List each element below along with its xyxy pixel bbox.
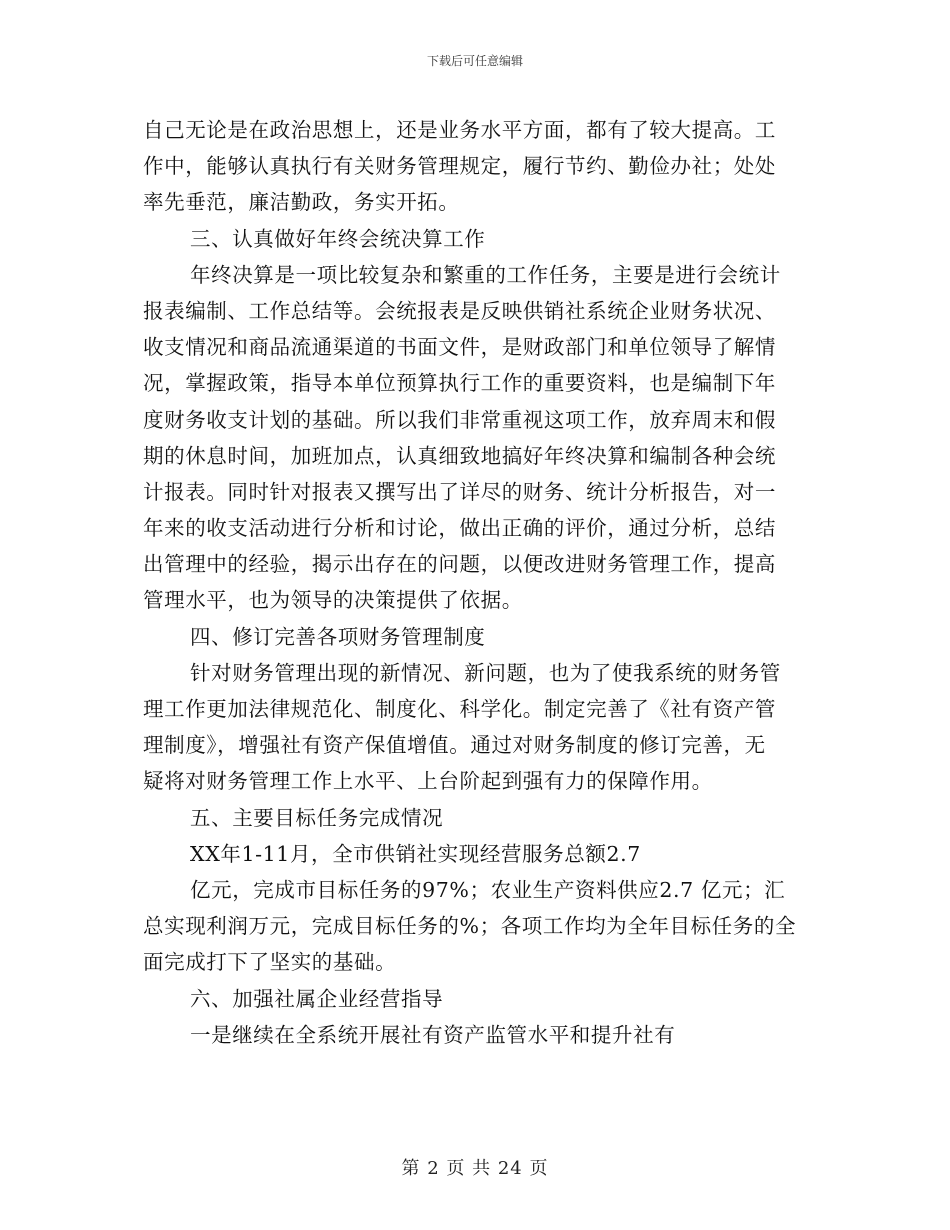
text-line: 度财务收支计划的基础。所以我们非常重视这项工作，放弃周末和假 — [143, 407, 776, 432]
text-line: 总实现利润万元，完成目标任务的%；各项工作均为全年目标任务的全 — [143, 914, 797, 939]
text-line: 作中，能够认真执行有关财务管理规定，履行节约、勤俭办社；处处 — [143, 154, 776, 179]
document-body — [143, 112, 803, 1053]
text-line: 年终决算是一项比较复杂和繁重的工作任务，主要是进行会统计 — [190, 262, 781, 287]
text-line: 计报表。同时针对报表又撰写出了详尽的财务、统计分析报告，对一 — [143, 479, 776, 504]
text-line: 管理水平，也为领导的决策提供了依据。 — [143, 588, 523, 613]
text-line: 疑将对财务管理工作上水平、上台阶起到强有力的保障作用。 — [143, 769, 713, 794]
text-line: 亿元，完成市目标任务的97%；农业生产资料供应2.7 亿元；汇 — [190, 877, 786, 902]
text-line: 出管理中的经验，揭示出存在的问题，以便改进财务管理工作，提高 — [143, 552, 776, 577]
text-line: 期的休息时间，加班加点，认真细致地搞好年终决算和编制各种会统 — [143, 443, 776, 468]
text-line: 年来的收支活动进行分析和讨论，做出正确的评价，通过分析，总结 — [143, 516, 776, 541]
text-line: 面完成打下了坚实的基础。 — [143, 950, 397, 975]
text-line: 报表编制、工作总结等。会统报表是反映供销社系统企业财务状况、 — [143, 298, 776, 323]
text-line: 针对财务管理出现的新情况、新问题，也为了使我系统的财务管 — [190, 660, 781, 685]
text-line: 四、修订完善各项财务管理制度 — [190, 624, 486, 649]
text-line: 收支情况和商品流通渠道的书面文件，是财政部门和单位领导了解情 — [143, 335, 776, 360]
text-line: 况，掌握政策，指导本单位预算执行工作的重要资料，也是编制下年 — [143, 371, 776, 396]
page-header: 下载后可任意编辑 — [426, 54, 523, 68]
text-line: 三、认真做好年终会统决算工作 — [190, 226, 486, 251]
text-line: XX年1-11月，全市供销社实现经营服务总额2.7 — [190, 841, 641, 866]
text-line: 理制度》，增强社有资产保值增值。通过对财务制度的修订完善，无 — [143, 733, 766, 758]
text-line: 自己无论是在政治思想上，还是业务水平方面，都有了较大提高。工 — [143, 118, 776, 142]
text-line: 理工作更加法律规范化、制度化、科学化。制定完善了《社有资产管 — [143, 697, 776, 721]
page-number: 第 2 页 共 24 页 — [401, 1158, 549, 1179]
text-line: 率先垂范，廉洁勤政，务实开拓。 — [143, 190, 460, 215]
text-line: 一是继续在全系统开展社有资产监管水平和提升社有 — [190, 1022, 676, 1047]
text-line: 六、加强社属企业经营指导 — [190, 986, 444, 1011]
text-line: 五、主要目标任务完成情况 — [190, 805, 444, 830]
